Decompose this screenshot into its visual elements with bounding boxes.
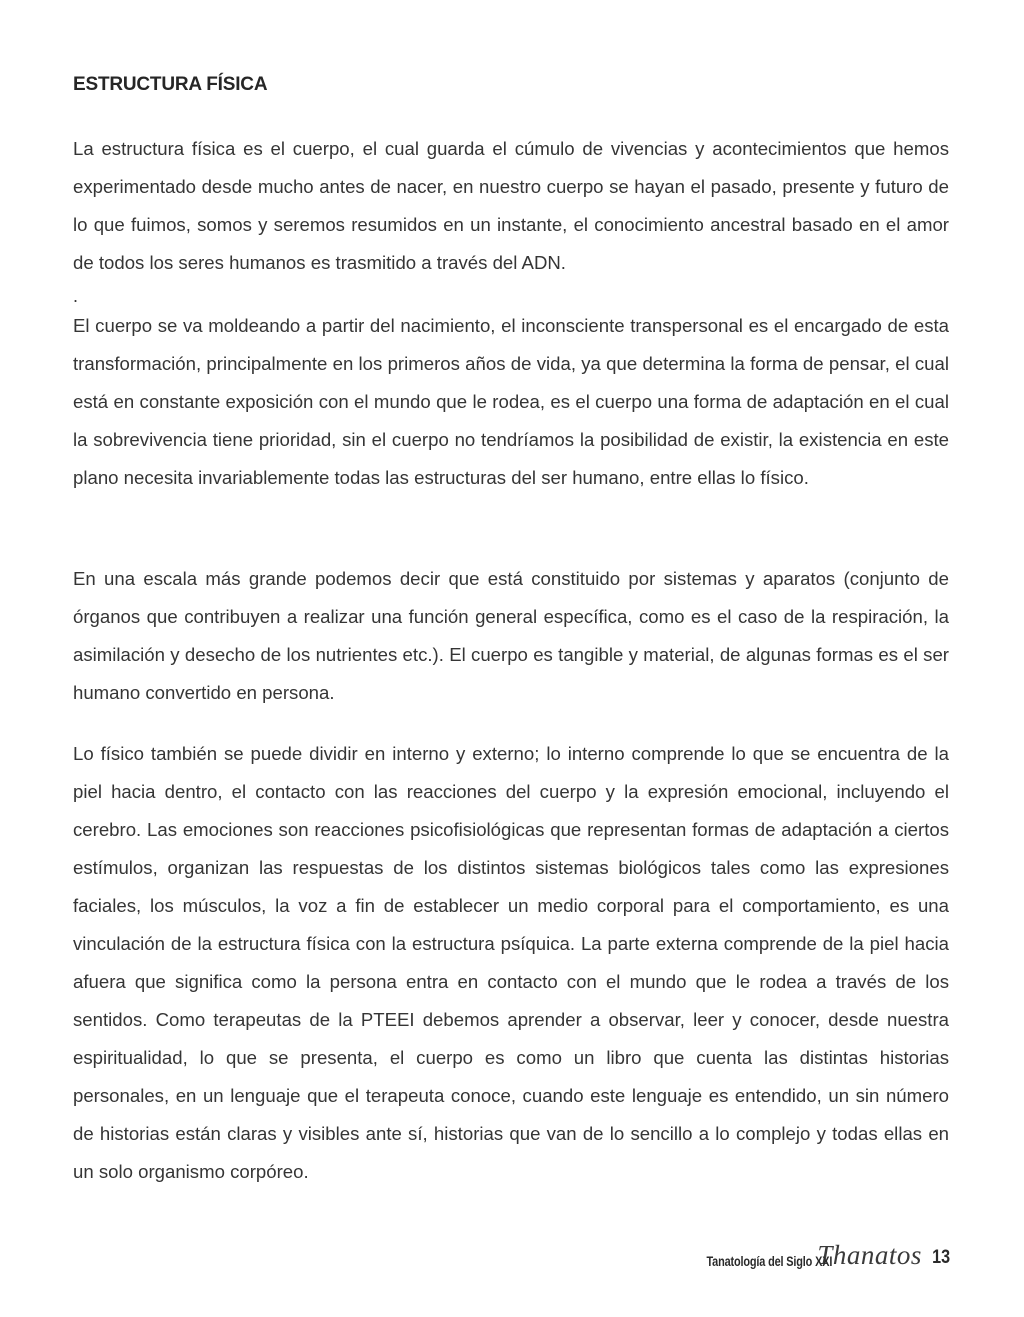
- stray-mark: .: [73, 286, 79, 306]
- section-heading: ESTRUCTURA FÍSICA: [73, 74, 268, 95]
- paragraph-1: La estructura física es el cuerpo, el cual guarda el cúmulo de vivencias y acontecimientos que hemos experimentado desde mucho antes de nacer, en nuestro cuerpo se hayan el pasado, presente y futuro de lo que fuimos, somos y seremos resumidos en un instante, el conocimiento ancestral basado en el amor de todos los seres humanos es trasmitido a través del ADN.: [73, 138, 949, 273]
- footer-publication: Tanatología del Siglo XXI: [706, 1253, 833, 1269]
- paragraph-3: En una escala más grande podemos decir que está constituido por sistemas y aparatos (conjunto de órganos que contribuyen a realizar una función general específica, como es el caso de la respiración, la asimilación y desecho de los nutrientes etc.). El cuerpo es tangible y material, de algunas formas es el ser humano convertido en persona.: [73, 568, 949, 703]
- paragraph-2: El cuerpo se va moldeando a partir del nacimiento, el inconsciente transpersonal es el encargado de esta transformación, principalmente en los primeros años de vida, ya que determina la forma de pensar, el cual está en constante exposición con el mundo que le rodea, es el cuerpo una forma de adaptación en el cual la sobrevivencia tiene prioridad, sin el cuerpo no tendríamos la posibilidad de existir, la existencia en este plano necesita invariablemente todas las estructuras del ser humano, entre ellas lo físico.: [73, 315, 949, 488]
- page-number: 13: [932, 1247, 950, 1268]
- page-footer: [671, 1242, 950, 1269]
- paragraph-4: Lo físico también se puede dividir en interno y externo; lo interno comprende lo que se encuentra de la piel hacia dentro, el contacto con las reacciones del cuerpo y la expresión emocional, incluyendo el cerebro. Las emociones son reacciones psicofisiológicas que representan formas de adaptación a ciertos estímulos, organizan las respuestas de los distintos sistemas biológicos tales como las expresiones faciales, los músculos, la voz a fin de establecer un medio corporal para el comportamiento, es una vinculación de la estructura física con la estructura psíquica. La parte externa comprende de la piel hacia afuera que significa como la persona entra en contacto con el mundo que le rodea a través de los sentidos. Como terapeutas de la PTEEI debemos aprender a observar, leer y conocer, desde nuestra espiritualidad, lo que se presenta, el cuerpo es como un libro que cuenta las distintas historias personales, en un lenguaje que el terapeuta conoce, cuando este lenguaje es entendido, un sin número de historias están claras y visibles ante sí, historias que van de lo sencillo a lo complejo y todas ellas en un solo organismo corpóreo.: [73, 743, 949, 1182]
- footer-brand-logo: Thanatos: [817, 1240, 922, 1270]
